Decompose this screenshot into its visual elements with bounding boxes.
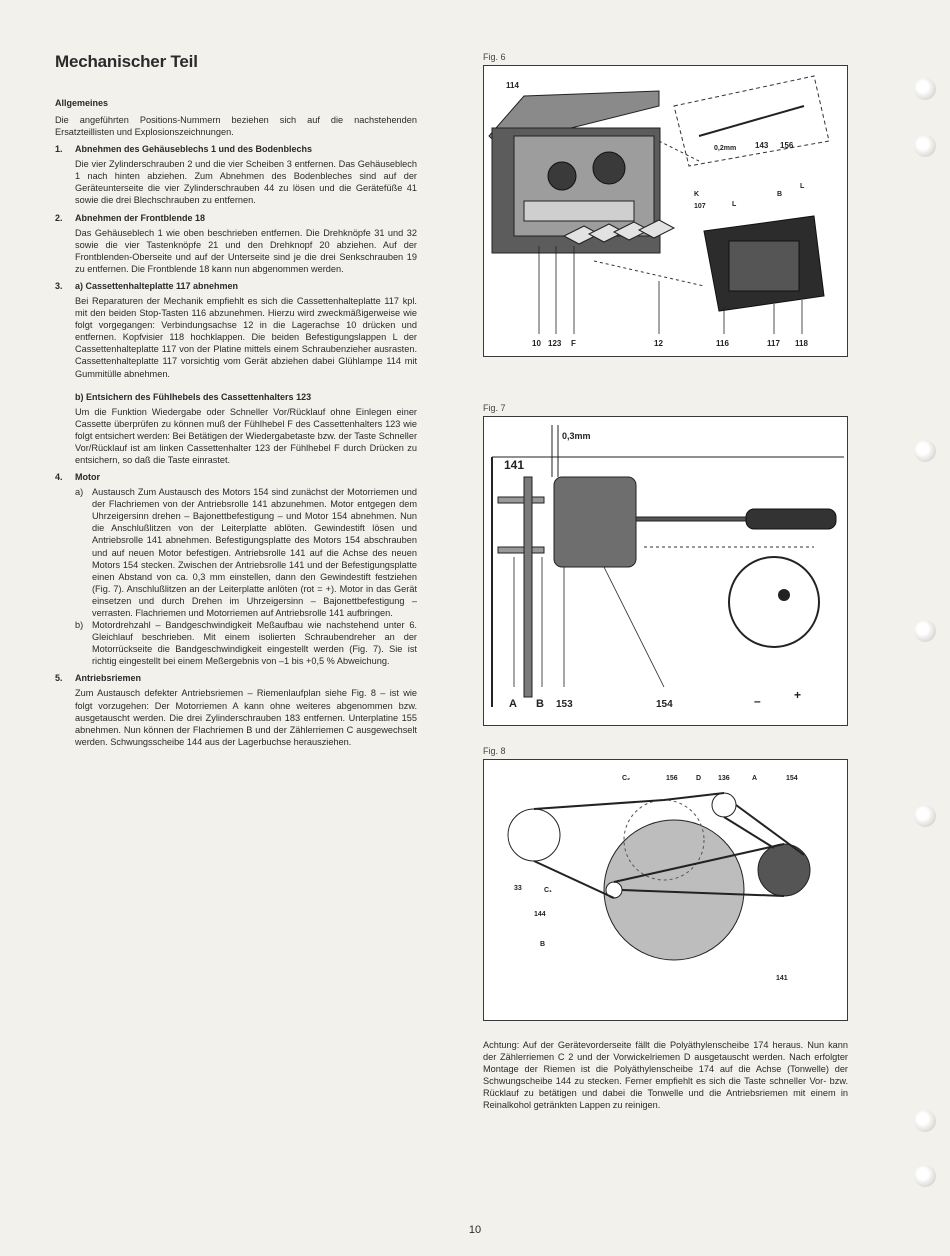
fig7-drawing <box>484 417 847 725</box>
fig6-callout: 143 <box>755 141 769 150</box>
fig6-callout: 0,2mm <box>714 145 737 152</box>
fig8-callout: 136 <box>718 775 730 782</box>
fig6-callout: 156 <box>780 141 794 150</box>
fig7-callout: A <box>509 698 517 710</box>
section-5-heading: Antriebsriemen <box>75 673 142 684</box>
fig7-shaft-b <box>498 547 544 553</box>
fig6-callout: 12 <box>654 339 663 348</box>
fig7-callout: 141 <box>504 458 525 472</box>
section-1 <box>55 144 417 206</box>
binder-hole <box>914 1110 936 1132</box>
section-4a-text: Austausch Zum Austausch des Motors 154 sind zunächst der Motorriemen und der Flachriemen von der Antriebsrolle 141 abzunehmen. Motor entgegen dem Uhrzeigersinn drehen – Bajonettbefestigung – und Motor 154 abnehmen. Nun die Anschlußlitzen von der Leiterplatte ablöten. Gewindestift lösen und Antriebsrolle 141 abnehmen. Befestigungsplatte des Motors 154 abschrauben und auf neuen Motor befestigen. Antriebsrolle 141 auf die Achse des neuen Motors 154 stecken. Zwischen der Antriebsrolle 141 und der Befestigungsplatte einen Abstand von ca. 0,3 mm einstellen, dann den Gewindestift festziehen (Fig. 7). Anschlußlitzen an der Leiterplatte anlöten (rot = +). Motor in das Gerät einsetzen und durch Drehen im Uhrzeigersinn – Bajonettbefestigung – verrasten. Flachriemen und Motorriemen auf Antriebsrolle 141 aufbringen. <box>92 487 417 618</box>
fig8-pulley-33 <box>508 809 560 861</box>
binder-hole <box>914 805 936 827</box>
fig8-figure <box>483 759 848 1021</box>
fig6-label: Fig. 6 <box>483 52 506 62</box>
section-2-number: 2. <box>55 212 63 223</box>
section-3a-heading: a) Cassettenhalteplatte 117 abnehmen <box>75 280 239 291</box>
fig8-drawing <box>484 760 847 1020</box>
fig6-callout: B <box>777 191 783 198</box>
fig8-callout: A <box>752 775 758 782</box>
section-3b-heading: b) Entsichern des Fühlhebels des Cassettenhalters 123 <box>75 391 312 402</box>
fig7-screwdriver-shaft <box>636 517 746 521</box>
fig7-callout: B <box>536 698 544 710</box>
section-4-number: 4. <box>55 472 63 483</box>
fig6-detail-line <box>699 106 804 136</box>
note-text: Achtung: Auf der Gerätevorderseite fällt die Polyäthylenscheibe 174 heraus. Nun kann der Zählerriemen C 2 und der Vorwickelriemen D ausgetauscht werden. Nach erfolgter Montage der Riemen ist die Polyäthylenscheibe 174 auf die Achse (Tonwelle) der Schwungscheibe 144 zu stecken. Ferner empfiehlt es sich die Taste schneller Vor- bzw. Rücklauf zu betätigen und dabei die Tonwelle und die Antriebsriemen mit einem in Reinalkohol getränkten Lappen zu reinigen. <box>483 1040 848 1111</box>
fig7-screwdriver-handle <box>746 509 836 529</box>
fig6-holder-window <box>729 241 799 291</box>
section-4-heading: Motor <box>75 472 100 483</box>
section-3a-text: Bei Reparaturen der Mechanik empfiehlt es sich die Cassettenhalteplatte 117 kpl. mit den beiden Stop-Tasten 116 abzunehmen. Hierzu wird zweckmäßigerweise wie folgt vorgegangen: Verbindungsachse 12 in die Lagerachse 10 drücken und entfernen. Kopfvisier 118 hochklappen. Die beiden Befestigungslappen L der Cassettenhalteplatte 117 von der Platine mittels einem Schraubenzieher ausrasten. Cassettenhalteplatte 117 vorsichtig vom Gerät abziehen dabei Glühlampe 114 mit Gummitülle abnehmen. <box>75 295 417 379</box>
fig8-callout: 154 <box>786 775 798 782</box>
section-3b-text: Um die Funktion Wiedergabe oder Schneller Vor/Rücklauf ohne Einlegen einer Cassette überprüfen zu können muß der Fühlhebel F des Cassettenhalters 123 wie folgt entsichert werden: Bei Betätigen der Wiedergabetaste bzw. der Taste Schneller Vor/Rücklauf ist am linken Cassettenhalter 123 der Fühlhebel F durch Drücken zu entsichern, so daß die Taste einrastet. <box>75 406 418 465</box>
section-1-heading: Abnehmen des Gehäuseblechs 1 und des Bodenblechs <box>75 144 313 155</box>
page-number: 10 <box>468 1224 482 1236</box>
fig6-callout: 107 <box>694 203 706 210</box>
binder-hole <box>914 78 936 100</box>
fig8-belt <box>534 793 724 809</box>
left-column <box>55 52 417 748</box>
section-2-heading: Abnehmen der Frontblende 18 <box>75 212 206 223</box>
binder-holes <box>900 0 950 1256</box>
fig8-callout: D <box>696 775 702 782</box>
section-4 <box>55 472 417 667</box>
fig7-leader <box>604 567 664 687</box>
fig7-figure <box>483 416 848 726</box>
fig8-callout: C₂ <box>622 775 631 782</box>
binder-hole <box>914 440 936 462</box>
fig8-callout: 156 <box>666 775 678 782</box>
fig6-guide-line <box>659 141 699 161</box>
section-5-number: 5. <box>55 673 63 684</box>
binder-hole <box>914 620 936 642</box>
section-1-text: Die vier Zylinderschrauben 2 und die vier Scheiben 3 entfernen. Das Gehäuseblech 1 nach hinten abziehen. Zum Abnehmen des Bodenbleches sind auf der Geräteunterseite die vier Zylinderschrauben 44 zu lösen und die Gerätefüße 41 sowie die drei Blechschrauben zu entfernen. <box>75 159 417 206</box>
fig6-slot <box>524 201 634 221</box>
fig7-callout: 153 <box>556 699 573 710</box>
fig8-callout: B <box>540 941 546 948</box>
fig7-motor-back <box>729 557 819 647</box>
section-5-text: Zum Austausch defekter Antriebsriemen – Riemenlaufplan siehe Fig. 8 – ist wie folgt vorzugehen: Der Motorriemen A kann ohne weiteres abgenommen bzw. ausgetauscht werden. Die drei Zylinderschrauben 183 entfernen. Unterplatine 155 abnehmen. Nun können der Flachriemen B und der Zählerriemen C ausgewechselt werden. Schwungsscheibe 144 aus der Lagerbuchse herausziehen. <box>75 688 417 747</box>
fig8-pulley-136 <box>712 793 736 817</box>
section-2 <box>55 213 417 275</box>
fig7-callout: 154 <box>656 699 673 710</box>
section-4b-text: Motordrehzahl – Bandgeschwindigkeit Meßaufbau wie nachstehend unter 6. Gleichlauf beschrieben. Mit einem isolierten Schraubendreher an der Motorrückseite die Bandgeschwindigkeit eingestellt werden (Fig. 7). Sie ist richtig eingestellt bei einem Meßergebnis von –1 bis +0,5 % Abweichung. <box>92 620 417 667</box>
fig6-callout: 114 <box>506 81 519 90</box>
fig7-adjust-screw <box>778 589 790 601</box>
fig8-motor-141 <box>758 844 810 896</box>
fig6-callout: F <box>571 339 576 348</box>
section-3-number: 3. <box>55 280 63 291</box>
section-2-text: Das Gehäuseblech 1 wie oben beschrieben entfernen. Die Drehknöpfe 31 und 32 sowie die vier Tastenknöpfe 21 und den Drehknopf 20 abziehen. Auf der Frontblenden-Oberseite und auf der Unterseite sind je die drei Senkschrauben 19 zu entfernen. Die Frontblende 18 kann nun abgenommen werden. <box>75 227 417 274</box>
fig6-figure <box>483 65 848 357</box>
fig6-reel-left <box>548 162 576 190</box>
fig8-callout: 141 <box>776 975 788 982</box>
page-title: Mechanischer Teil <box>55 52 198 71</box>
fig6-callout: 117 <box>767 339 780 348</box>
fig6-callout: 123 <box>548 339 562 348</box>
section-3 <box>55 281 417 466</box>
fig6-callout: 118 <box>795 339 808 348</box>
fig6-callout: L <box>800 183 805 190</box>
fig8-label: Fig. 8 <box>483 746 506 756</box>
fig7-callout: 0,3mm <box>562 431 591 441</box>
note-block <box>483 1039 848 1112</box>
fig6-guide-line <box>594 261 704 286</box>
fig6-callout: L <box>732 201 737 208</box>
right-column <box>483 52 848 1112</box>
fig6-callout: 10 <box>532 339 541 348</box>
fig7-callout: + <box>794 688 802 702</box>
section-5 <box>55 673 417 747</box>
section-4a-label: a) <box>75 487 84 498</box>
binder-hole <box>914 135 936 157</box>
general-heading: Allgemeines <box>55 98 109 108</box>
fig8-callout: 144 <box>534 911 546 918</box>
fig6-callout: 116 <box>716 339 729 348</box>
fig7-callout: – <box>754 694 761 708</box>
section-1-number: 1. <box>55 144 63 155</box>
fig7-leaders <box>514 557 664 687</box>
fig7-motor <box>554 477 636 567</box>
fig6-reel-right <box>593 152 625 184</box>
fig6-drawing <box>484 66 847 356</box>
fig8-callout: 33 <box>514 885 522 892</box>
fig7-bracket <box>524 477 532 697</box>
general-text: Die angeführten Positions-Nummern beziehen sich auf die nachstehenden Ersatzteillisten und Explosionszeichnungen. <box>55 115 417 138</box>
fig8-callout: C₁ <box>544 887 552 894</box>
fig7-shaft-a <box>498 497 544 503</box>
binder-hole <box>914 1165 936 1187</box>
fig7-label: Fig. 7 <box>483 403 506 413</box>
section-4b-label: b) <box>75 620 84 631</box>
fig6-callout: K <box>694 191 700 198</box>
